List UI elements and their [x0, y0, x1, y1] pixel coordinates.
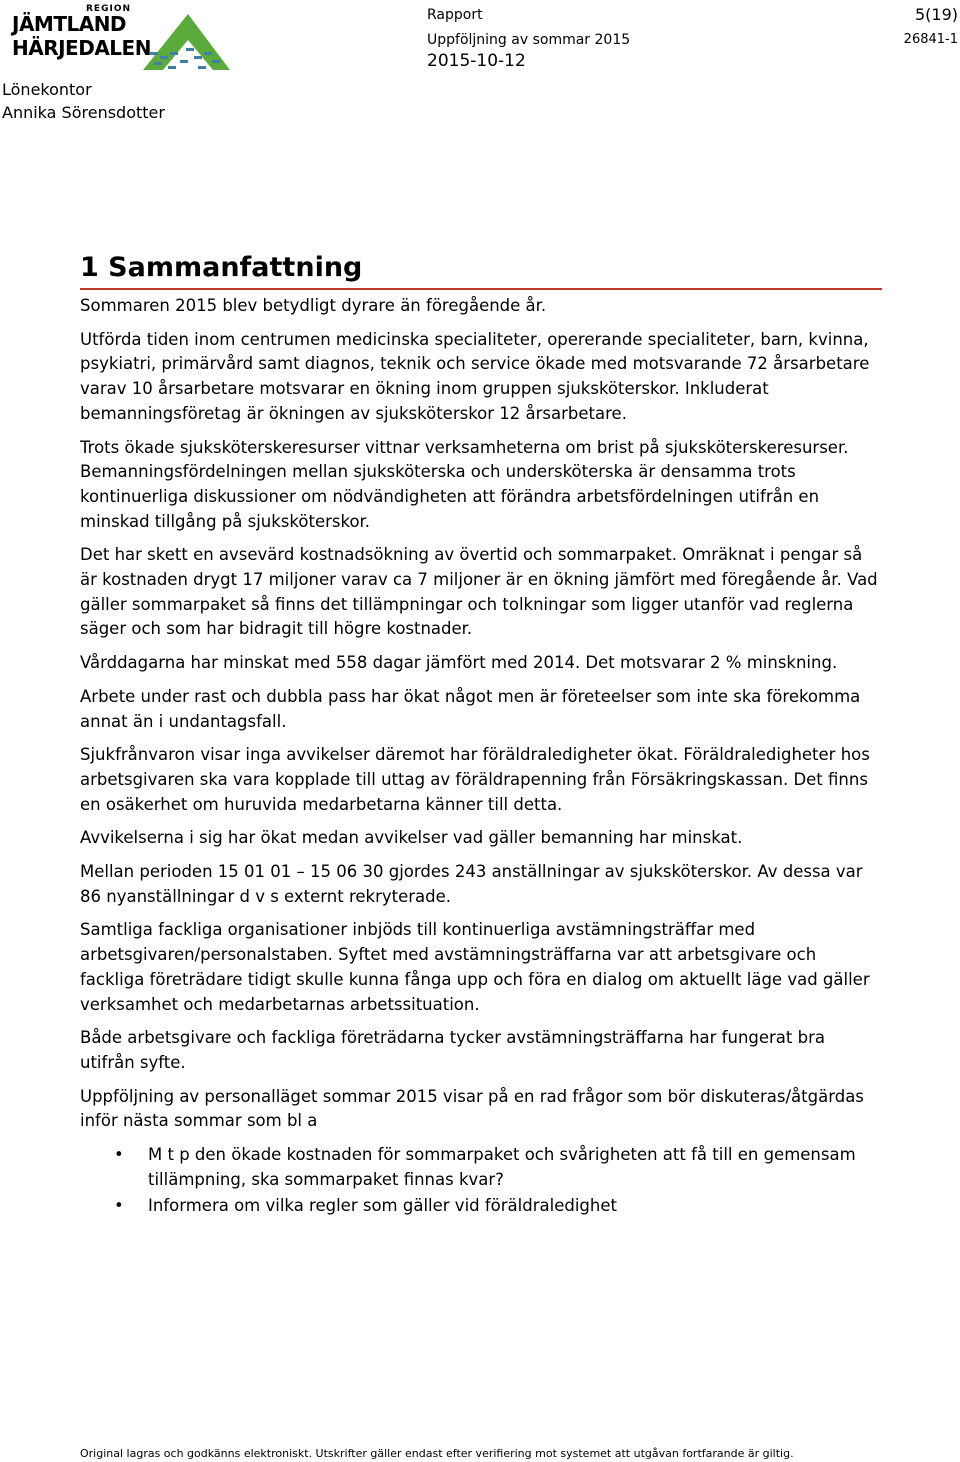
paragraph: Uppföljning av personalläget sommar 2015 visar på en rad frågor som bör diskuteras/åtgärdas inför nästa sommar som bl a — [80, 1086, 864, 1131]
section-title: 1 Sammanfattning — [80, 250, 882, 290]
paragraph: Mellan perioden 15 01 01 – 15 06 30 gjordes 243 anställningar av sjuksköterskor. Av dessa var 86 nyanställningar d v s externt rekryterade. — [80, 862, 863, 906]
paragraph: Utförda tiden inom centrumen medicinska specialiteter, opererande specialiteter, barn, kvinna, psykiatri, primärvård samt diagnos, teknik och service ökade med motsvarande 72 årsarbetare varav 10 årsarbetare motsvarar en ökning inom gruppen sjuksköterskor. Inkluderat bemanningsföretag är ökningen av sjuksköterskor 12 årsarbetare. — [80, 329, 870, 423]
department: Lönekontor — [2, 80, 92, 99]
paragraph: Vårddagarna har minskat med 558 dagar jämfört med 2014. Det motsvarar 2 % minskning. — [80, 653, 838, 673]
bullet-icon: • — [114, 1195, 124, 1215]
mountain-logo-icon — [143, 14, 230, 70]
footer-note: Original lagras och godkänns elektroniskt. Utskrifter gäller endast efter verifiering mot systemet att utgåvan fortfarande är giltig. — [80, 1447, 794, 1460]
list-item — [80, 1194, 880, 1219]
paragraph: Trots ökade sjuksköterskeresurser vittnar verksamheterna om brist på sjuksköterskeresurser. Bemanningsfördelningen mellan sjuksköterska och undersköterska är densamma trots kontinuerliga diskussioner om nödvändigheten att förändra arbetsfördelningen utifrån en minskad tillgång på sjuksköterskor. — [80, 437, 849, 531]
body-content — [80, 294, 880, 1219]
page-number: 5(19) — [914, 5, 958, 24]
list-item-text: Informera om vilka regler som gäller vid föräldraledighet — [148, 1195, 617, 1215]
doc-date: 2015-10-12 — [427, 51, 526, 71]
paragraph: Arbete under rast och dubbla pass har ökat något men är företeelser som inte ska förekomma annat än i undantagsfall. — [80, 686, 861, 731]
doc-type: Rapport — [427, 7, 483, 23]
author: Annika Sörensdotter — [2, 103, 165, 122]
paragraph: Samtliga fackliga organisationer inbjöds till kontinuerliga avstämningsträffar med arbetsgivaren/personalstaben. Syftet med avstämningsträffarna var att arbetsgivare och fackliga företrädare tidigt skulle kunna fånga upp och föra en dialog om aktuellt läge vad gäller verksamhet och medarbetarnas arbetssituation. — [80, 920, 870, 1014]
doc-subject: Uppföljning av sommar 2015 — [427, 32, 631, 48]
doc-id: 26841-1 — [903, 32, 958, 47]
paragraph: Både arbetsgivare och fackliga företrädarna tycker avstämningsträffarna har fungerat bra utifrån syfte. — [80, 1028, 826, 1072]
paragraph: Avvikelserna i sig har ökat medan avvikelser vad gäller bemanning har minskat. — [80, 828, 743, 848]
logo-line1: JÄMTLAND — [12, 12, 127, 36]
logo-line2: HÄRJEDALEN — [12, 36, 151, 60]
list-item-text: M t p den ökade kostnaden för sommarpaket och svårigheten att få till en gemensam tillämpning, ska sommarpaket finnas kvar? — [148, 1145, 856, 1189]
logo-region-text: REGION — [86, 4, 131, 14]
bullet-list — [80, 1143, 880, 1218]
bullet-icon: • — [114, 1145, 124, 1165]
list-item — [80, 1143, 880, 1192]
paragraph: Det har skett en avsevärd kostnadsökning av övertid och sommarpaket. Omräknat i pengar så är kostnaden drygt 17 miljoner varav ca 7 miljoner är en ökning jämfört med föregående år. Vad gäller sommarpaket så finns det tillämpningar och tolkningar som ligger utanför vad reglerna säger och som har bidragit till högre kostnader. — [80, 545, 878, 639]
paragraph: Sjukfrånvaron visar inga avvikelser däremot har föräldraledigheter ökat. Föräldraledigheter hos arbetsgivaren ska vara kopplade till uttag av föräldrapenning från Försäkringskassan. Det finns en osäkerhet om huruvida medarbetarna känner till detta. — [80, 745, 870, 814]
paragraph: Sommaren 2015 blev betydligt dyrare än föregående år. — [80, 296, 547, 315]
